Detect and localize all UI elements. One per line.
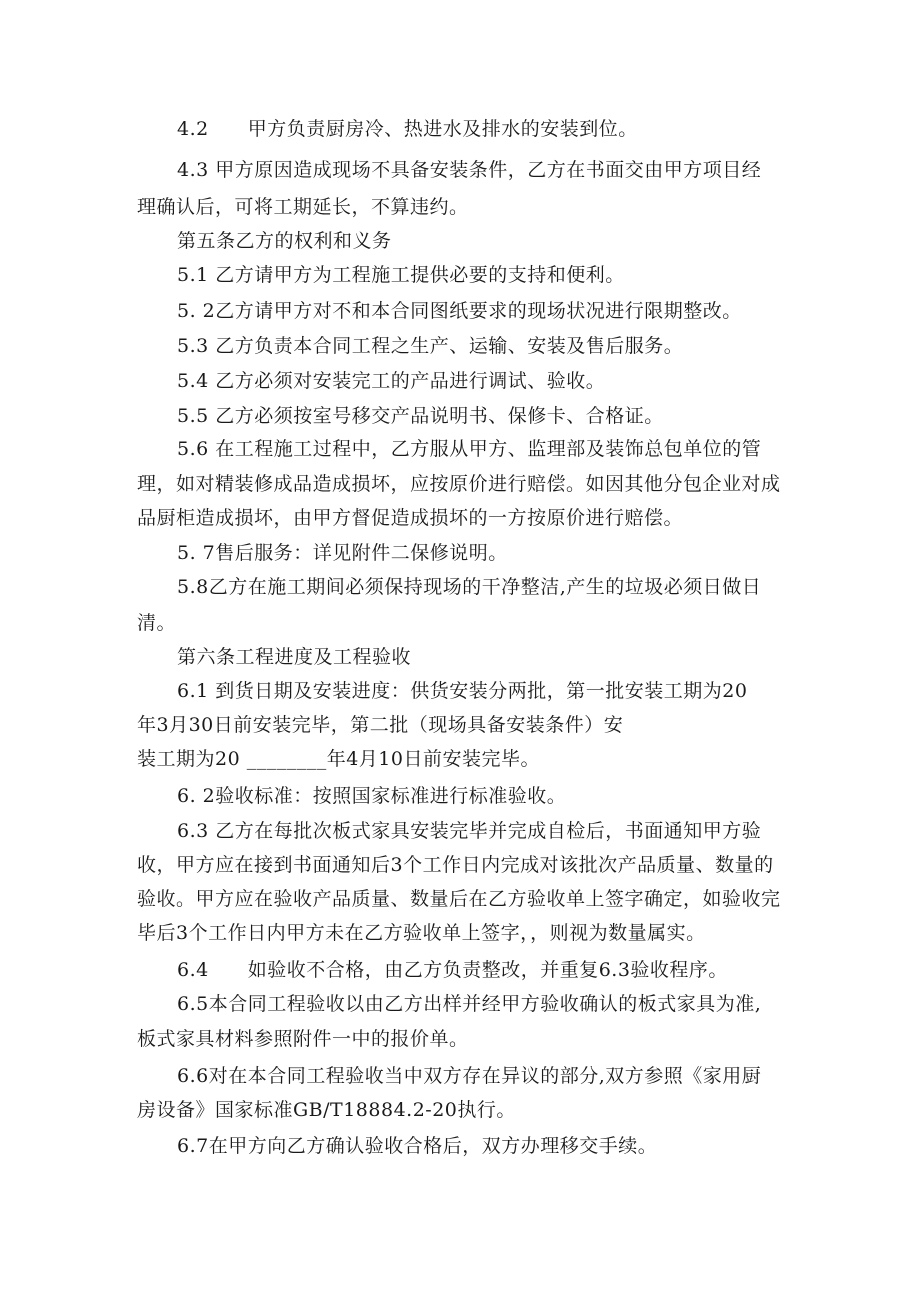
text-line-6-6: 6.6对在本合同工程验收当中双方存在异议的部分,双方参照《家用厨 — [177, 1065, 762, 1087]
text-line-5-7: 5. 7售后服务：详见附件二保修说明。 — [177, 542, 508, 564]
text-line-5-1: 5.1 乙方请甲方为工程施工提供必要的支持和便利。 — [177, 264, 625, 286]
text-line-5-2: 5. 2乙方请甲方对不和本合同图纸要求的现场状况进行限期整改。 — [177, 300, 742, 322]
text-line-6-1-cont2: 装工期为20 ________年4月10日前安装完毕。 — [137, 748, 540, 770]
section-heading-article-5: 第五条乙方的权利和义务 — [177, 230, 392, 252]
text-line-5-8: 5.8乙方在施工期间必须保持现场的干净整洁,产生的垃圾必须日做日 — [177, 576, 762, 598]
text-line-6-6-cont: 房设备》国家标准GB/T18884.2-20执行。 — [137, 1099, 516, 1121]
text-line-6-5: 6.5本合同工程验收以由乙方出样并经甲方验收确认的板式家具为准, — [177, 993, 762, 1015]
text-line-4-3-cont: 理确认后，可将工期延长，不算违约。 — [137, 196, 469, 218]
text-line-5-3: 5.3 乙方负责本合同工程之生产、运输、安装及售后服务。 — [177, 335, 684, 357]
text-line-5-4: 5.4 乙方必须对安装完工的产品进行调试、验收。 — [177, 370, 606, 392]
text-line-6-3-cont2: 验收。甲方应在验收产品质量、数量后在乙方验收单上签字确定，如验收完 — [137, 888, 781, 910]
text-line-5-5: 5.5 乙方必须按室号移交产品说明书、保修卡、合格证。 — [177, 405, 664, 427]
text-line-5-6-cont2: 品厨柜造成损坏，由甲方督促造成损坏的一方按原价进行赔偿。 — [137, 507, 684, 529]
text-line-6-4: 6.4 如验收不合格，由乙方负责整改，并重复6.3验收程序。 — [177, 959, 728, 981]
text-line-6-1-cont1: 年3月30日前安装完毕，第二批（现场具备安装条件）安 — [137, 714, 624, 736]
text-line-5-8-cont: 清。 — [137, 612, 177, 634]
section-heading-article-6: 第六条工程进度及工程验收 — [177, 646, 412, 668]
text-line-6-1: 6.1 到货日期及安装进度：供货安装分两批，第一批安装工期为20 — [177, 680, 748, 702]
text-line-4-3: 4.3 甲方原因造成现场不具备安装条件，乙方在书面交由甲方项目经 — [177, 159, 762, 181]
text-line-6-3-cont3: 毕后3个工作日内甲方未在乙方验收单上签字，，则视为数量属实。 — [137, 922, 706, 944]
text-line-6-5-cont: 板式家具材料参照附件一中的报价单。 — [137, 1028, 469, 1050]
text-line-4-2: 4.2 甲方负责厨房冷、热进水及排水的安装到位。 — [177, 118, 638, 140]
text-line-6-3: 6.3 乙方在每批次板式家具安装完毕并完成自检后，书面通知甲方验 — [177, 820, 762, 842]
text-line-5-6: 5.6 在工程施工过程中，乙方服从甲方、监理部及装饰总包单位的管 — [177, 438, 762, 460]
text-line-6-7: 6.7在甲方向乙方确认验收合格后，双方办理移交手续。 — [177, 1135, 658, 1157]
text-line-5-6-cont1: 理，如对精装修成品造成损坏，应按原价进行赔偿。如因其他分包企业对成 — [137, 473, 781, 495]
text-line-6-3-cont1: 收，甲方应在接到书面通知后3个工作日内完成对该批次产品质量、数量的 — [137, 854, 774, 876]
text-line-6-2: 6. 2验收标准：按照国家标准进行标准验收。 — [177, 785, 567, 807]
